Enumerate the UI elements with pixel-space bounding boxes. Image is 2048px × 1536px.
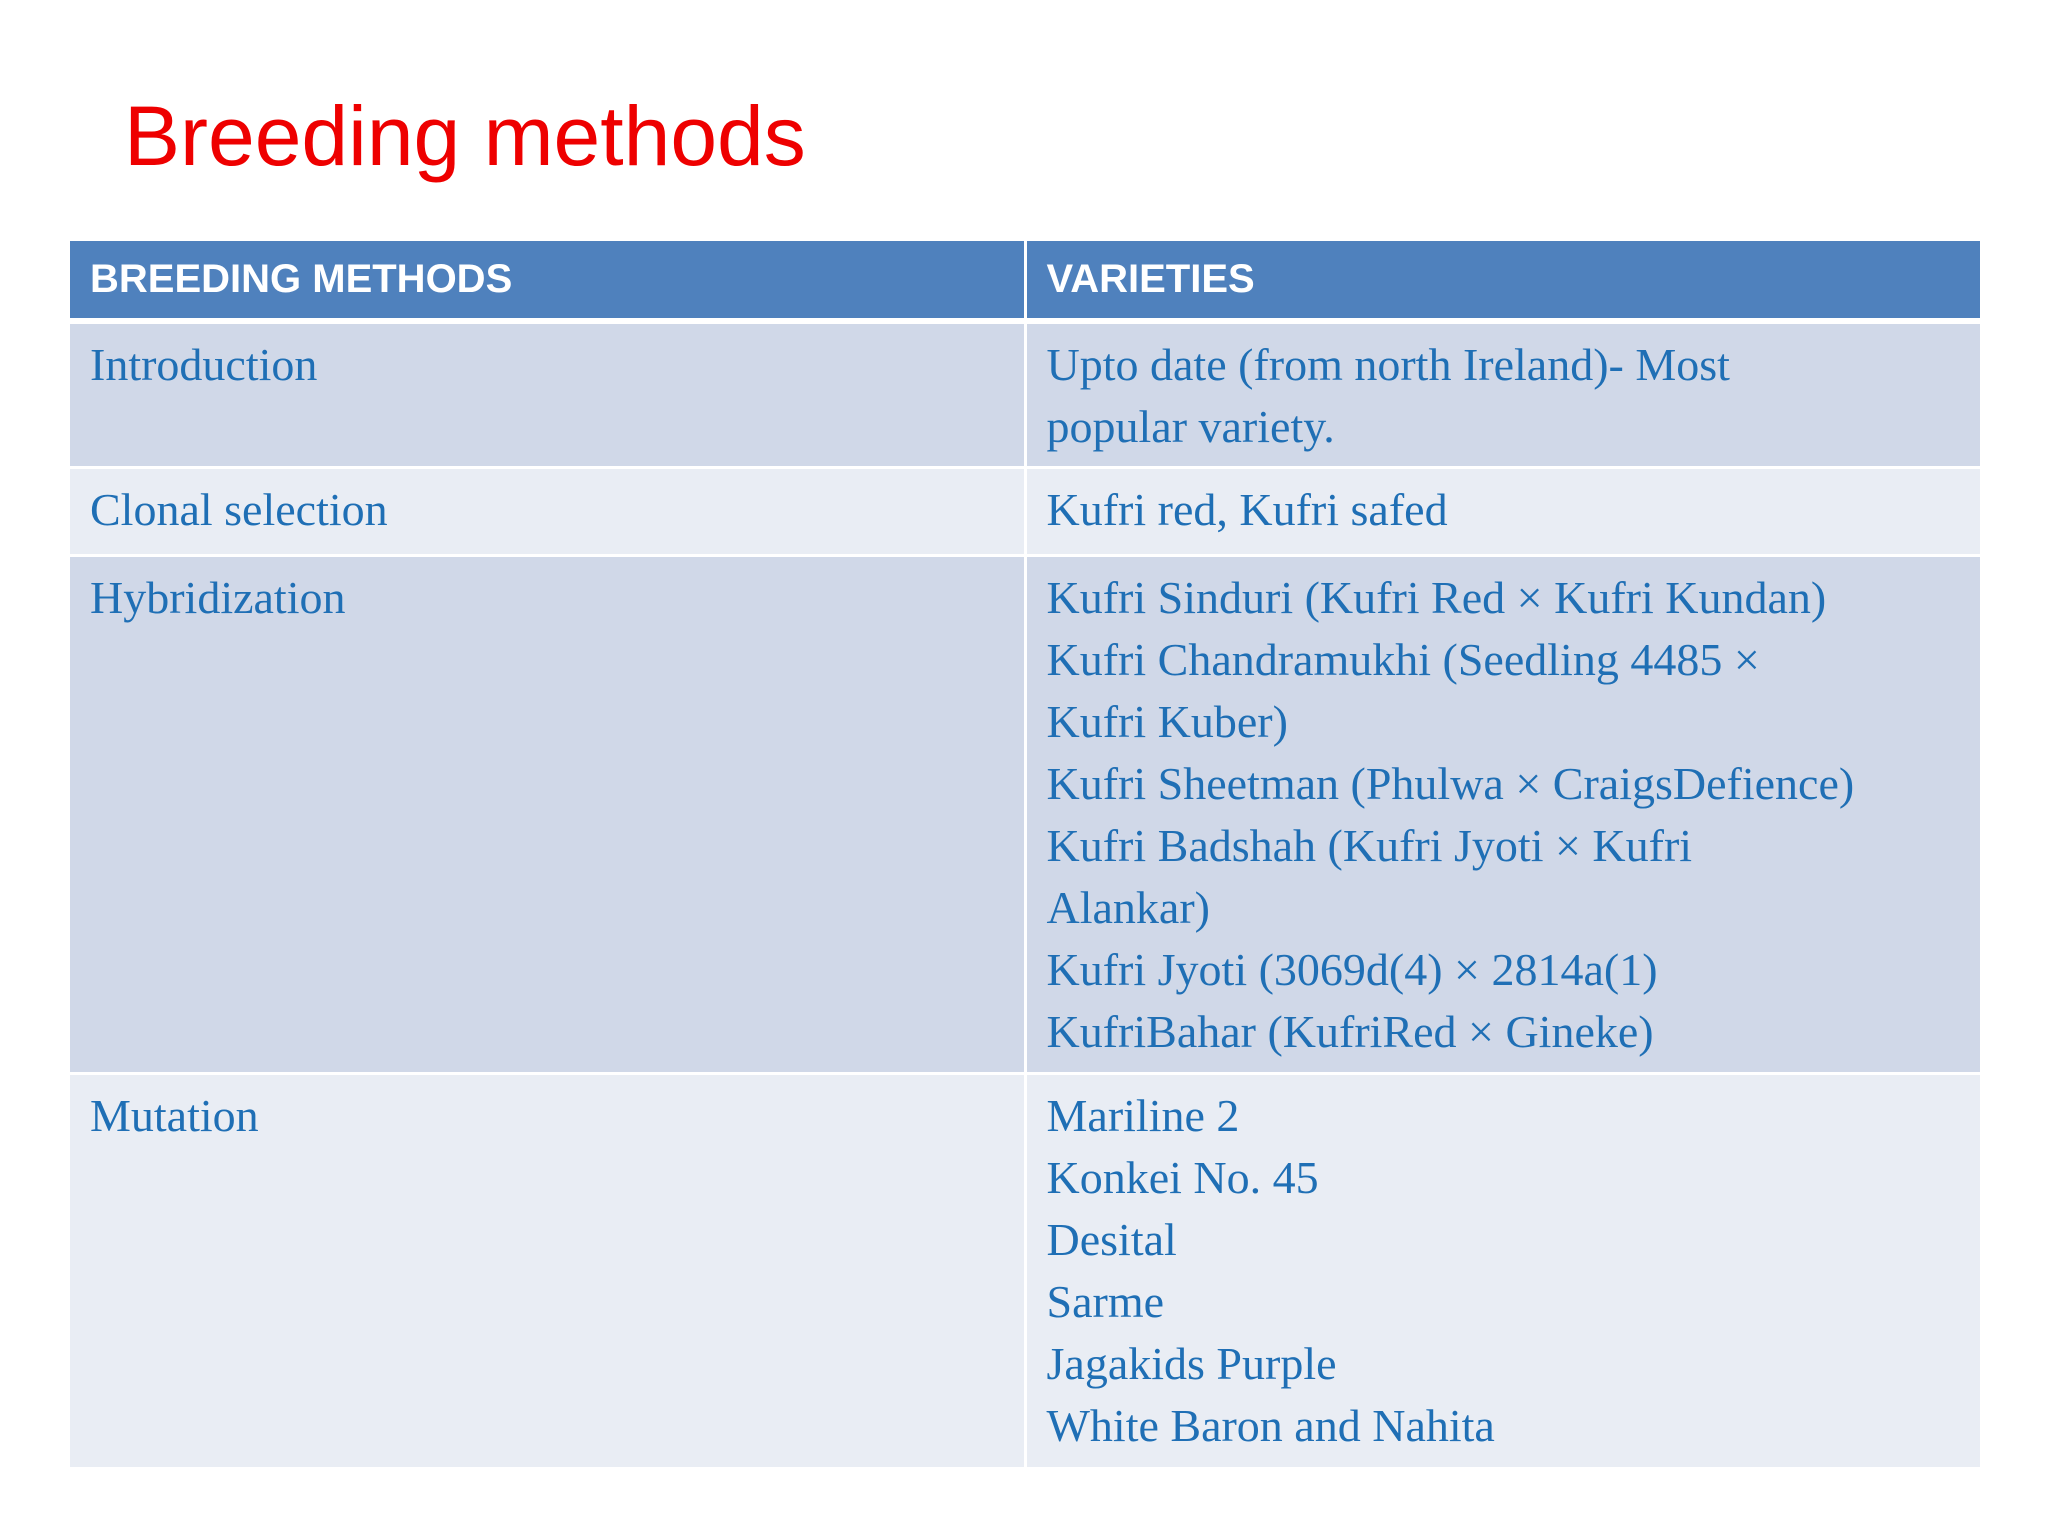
variety-line: Kufri red, Kufri safed [1046,484,1448,535]
variety-line: Kufri Sinduri (Kufri Red × Kufri Kundan) [1046,572,1827,623]
variety-line: Jagakids Purple [1046,1338,1337,1389]
header-varieties: VARIETIES [1025,241,1980,321]
varieties-cell [1025,1074,1980,1469]
variety-line: KufriBahar (KufriRed × Gineke) [1046,1006,1654,1057]
method-cell: Mutation [70,1074,1025,1469]
variety-line: White Baron and Nahita [1046,1400,1495,1451]
table-header-row [70,241,1980,321]
variety-line: Kufri Jyoti (3069d(4) × 2814a(1) [1046,944,1658,995]
variety-line: popular variety. [1046,401,1335,452]
table-row [70,1074,1980,1469]
table-row [70,556,1980,1074]
table-row [70,468,1980,556]
variety-line: Kufri Chandramukhi (Seedling 4485 × [1046,634,1760,685]
method-cell: Hybridization [70,556,1025,1074]
variety-line: Kufri Kuber) [1046,696,1288,747]
varieties-cell [1025,468,1980,556]
header-breeding-methods: BREEDING METHODS [70,241,1025,321]
slide-title: Breeding methods [124,89,806,183]
variety-line: Sarme [1046,1276,1165,1327]
variety-line: Upto date (from north Ireland)- Most [1046,339,1730,390]
method-cell: Introduction [70,321,1025,468]
table-row [70,321,1980,468]
variety-line: Kufri Badshah (Kufri Jyoti × Kufri [1046,820,1693,871]
variety-line: Mariline 2 [1046,1090,1240,1141]
variety-line: Desital [1046,1214,1177,1265]
variety-line: Kufri Sheetman (Phulwa × CraigsDefience) [1046,758,1855,809]
varieties-cell [1025,556,1980,1074]
variety-line: Alankar) [1046,882,1210,933]
varieties-cell [1025,321,1980,468]
variety-line: Konkei No. 45 [1046,1152,1319,1203]
breeding-methods-table [70,241,1980,1470]
method-cell: Clonal selection [70,468,1025,556]
